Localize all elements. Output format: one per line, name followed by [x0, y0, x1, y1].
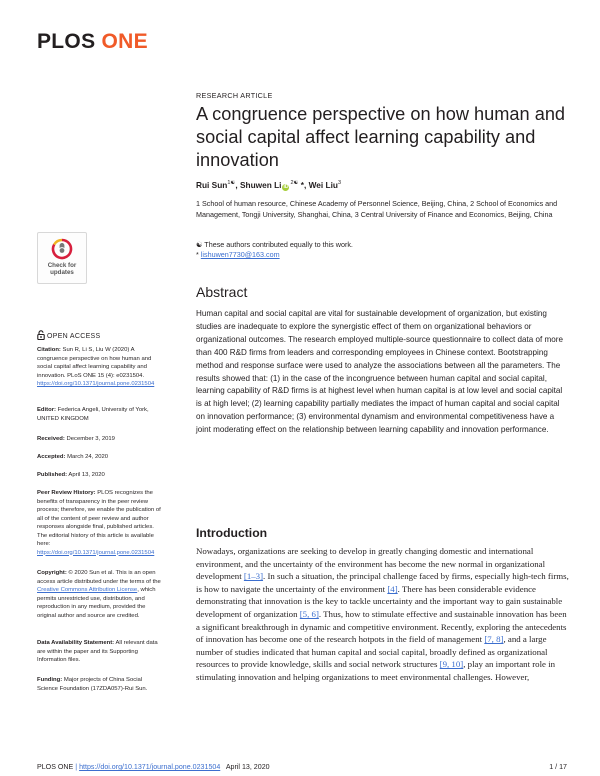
affiliations: 1 School of human resource, Chinese Academy of Personnel Science, Beijing, China, 2 School of Economics and Management, Tongji University, Shanghai, China, 3 Central University of Finance and Economics, Beijing, China [196, 199, 558, 219]
editor-text: Federica Angeli, University of York, UNITED KINGDOM [37, 407, 149, 422]
intro-text: Nowadays, organizations are seeking to develop in greatly changing domestic and international environment, and the uncertainty of the environment has become the new normal in organizational development [196, 546, 546, 582]
citation-link[interactable]: [5, 6] [299, 608, 319, 619]
citation-label: Citation: [37, 347, 61, 353]
received-label: Received: [37, 436, 65, 442]
intro-text: , play an important role in stimulating innovation and helping organizations to meet environmental challenges. However, [196, 659, 556, 682]
email-link[interactable]: lishuwen7730@163.com [200, 250, 280, 260]
abstract-body: Human capital and social capital are vital for sustainable development of organization, but existing studies are inadequate to explore the synergistic effect of them on organizational behaviors or organizational outcomes. The research employed multiple-source questionnaire to collect data of more than 400 R&D firms from leaders and corresponding employees in Chinese context. Bootstrapping method and response surface were used to analyze the associations between all the parameters. The results showed that: (1) in the case of the incongruence between human capital and social capital, learning capability of R&D firms is at highest level when human capital is at low level and social capital is at high level; (2) learning capability partially mediates the impact of human capital and social capital on innovation performance; (3) environmental dynamism and environmental competitiveness have a joint moderating effect on the relationship between learning capability and innovation performance. [196, 309, 563, 435]
citation-link[interactable]: [4] [387, 583, 398, 594]
funding-label: Funding: [37, 677, 63, 683]
copyright-text: © 2020 Sun et al. This is an open access article distributed under the terms of the [37, 570, 161, 585]
funding-text: Major projects of China Social Science Foundation (17ZDA057)-Rui Sun. [37, 677, 148, 692]
received-block [37, 435, 164, 444]
author-name[interactable]: Shuwen Li [239, 180, 282, 190]
accepted-date: March 24, 2020 [65, 454, 109, 460]
citation-link[interactable]: [7, 8] [484, 634, 504, 645]
license-link[interactable]: Creative Commons Attribution License [37, 587, 138, 593]
published-label: Published: [37, 472, 68, 478]
introduction-body [196, 545, 570, 684]
logo-one: ONE [101, 30, 148, 53]
introduction-heading: Introduction [196, 526, 268, 540]
page-footer [37, 763, 567, 771]
badge-line2: updates [50, 269, 74, 276]
article-title: A congruence perspective on how human and social capital affect learning capability and innovation [196, 104, 566, 170]
intro-text: , and a large number of studies indicated that human capital and social capital, broadly defined as organizational resources to provide knowledge, skills and social network structures [196, 634, 548, 670]
footer-date: April 13, 2020 [225, 763, 270, 771]
author-sup: 2☯ [290, 180, 299, 187]
author-sup: 1☯ [227, 180, 236, 187]
accepted-label: Accepted: [37, 454, 66, 460]
journal-logo[interactable] [37, 30, 148, 54]
orcid-icon[interactable]: iD [283, 184, 289, 190]
intro-text: . There has been considerable evidence demonstrating that innovation is the key to tackle uncertainty and the important way to gain sustainable development of organization [196, 583, 563, 619]
peer-review-label: Peer Review History: [37, 490, 96, 496]
footer-doi-link[interactable]: https://doi.org/10.1371/journal.pone.0231504 [79, 763, 221, 771]
editor-block [37, 406, 164, 423]
author-name[interactable]: Rui Sun [196, 180, 228, 190]
copyright-text-2: , which permits unrestricted use, distribution, and reproduction in any medium, provided the original author and source are credited. [37, 587, 156, 619]
citation-text: Sun R, Li S, Liu W (2020) A congruence perspective on how human and social capital affect learning capability and innovation. PLoS ONE 15 (4): e0231504. [37, 347, 152, 379]
peer-review-block [37, 489, 164, 557]
peer-review-text: PLOS recognizes the benefits of transparency in the peer review process; therefore, we enable the publication of all of the content of peer review and author responses alongside final, published articles. The editorial history of this article is available here: [37, 490, 161, 547]
abstract-heading: Abstract [196, 284, 248, 300]
author-separator: , [235, 180, 240, 190]
check-updates-icon [51, 238, 73, 260]
footer-journal: PLOS ONE [37, 763, 74, 771]
data-availability-text: All relevant data are within the paper and its Supporting Information files. [37, 640, 158, 663]
page-number: 1 / 17 [549, 763, 567, 771]
data-availability-label: Data Availability Statement: [37, 640, 115, 646]
author-notes [196, 240, 576, 261]
check-for-updates-badge[interactable] [37, 232, 87, 284]
citation-block [37, 346, 164, 389]
citation-link[interactable]: [1–3] [243, 571, 264, 582]
published-date: April 13, 2020 [67, 472, 105, 478]
article-type: RESEARCH ARTICLE [196, 91, 273, 100]
copyright-label: Copyright: [37, 570, 67, 576]
footer-separator: | [73, 763, 80, 771]
contribution-note: ☯ These authors contributed equally to this work. [196, 240, 353, 249]
badge-line1: Check for [47, 262, 77, 269]
author-list [196, 180, 576, 191]
peer-review-link[interactable]: https://doi.org/10.1371/journal.pone.0231504 [37, 549, 155, 556]
corresponding-symbol: * [196, 250, 201, 260]
received-date: December 3, 2019 [64, 436, 115, 442]
open-access-label [37, 330, 100, 340]
editor-label: Editor: [37, 407, 56, 413]
correspondence-line [196, 250, 576, 260]
citation-link[interactable]: [9, 10] [439, 659, 464, 670]
author-sup: 3 [337, 180, 342, 187]
data-availability-block [37, 639, 164, 665]
open-lock-icon [37, 330, 45, 340]
copyright-block [37, 569, 164, 620]
logo-plos: PLOS [37, 30, 96, 53]
intro-text: . Thus, how to stimulate effective and sustainable innovation has been a significant breakthrough in dynamic and competitive environment. Recently, exploring the antecedents of innovation has become one of the research hotpots in the field of management [196, 608, 567, 645]
funding-block [37, 676, 164, 693]
citation-doi-link[interactable]: https://doi.org/10.1371/journal.pone.0231504 [37, 381, 155, 387]
accepted-block [37, 453, 164, 462]
published-block [37, 471, 164, 480]
author-name[interactable]: Wei Liu [308, 180, 338, 190]
corresponding-mark: *, [298, 180, 309, 190]
intro-text: . In such a situation, the principal challenge faced by firms, especially high-tech firms, is how to navigate the uncertainty of the environment [196, 571, 569, 594]
open-access-text: OPEN ACCESS [47, 333, 101, 340]
